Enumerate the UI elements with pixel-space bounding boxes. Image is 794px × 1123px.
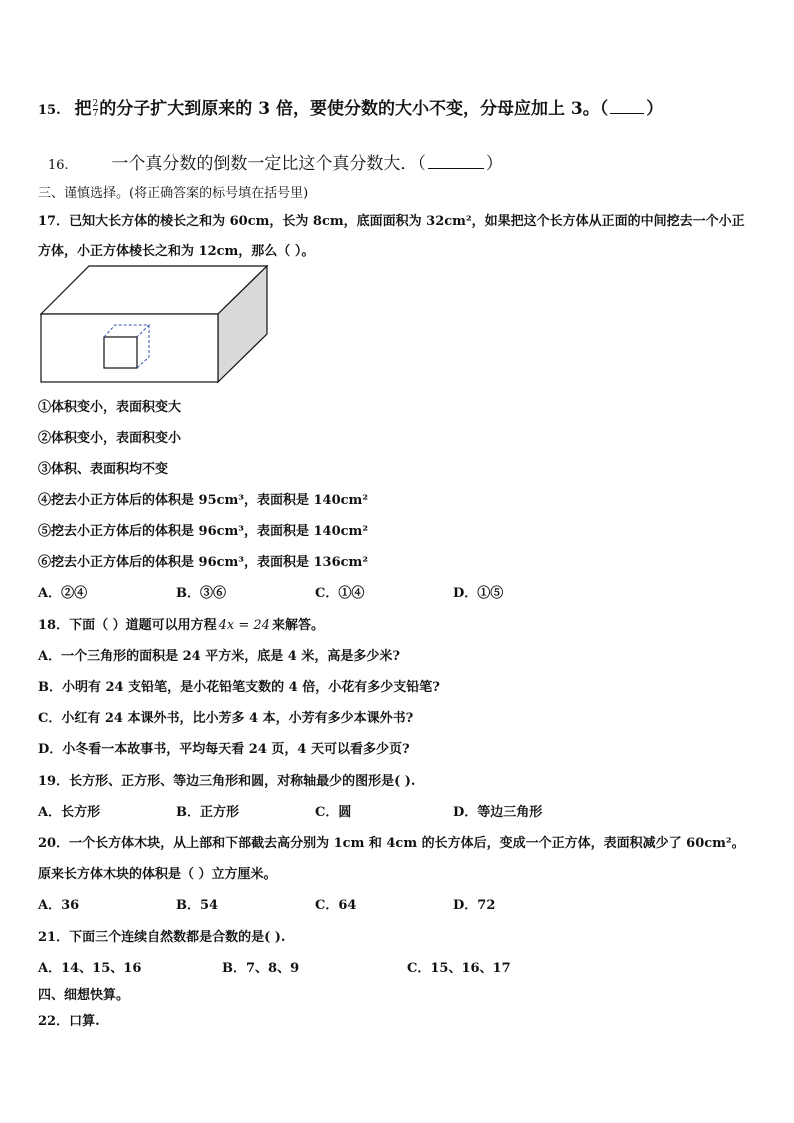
question-17-line2: 方体，小正方体棱长之和为 12cm，那么（ ）。 (38, 244, 315, 259)
choice-d[interactable]: D．等边三角形 (453, 805, 543, 820)
option-b[interactable]: B．小明有 24 支铅笔，是小花铅笔支数的 4 倍，小花有多少支铅笔? (38, 680, 440, 695)
answer-blank[interactable] (428, 154, 484, 169)
equation: 4x = 24 (218, 618, 270, 633)
question-19: 19．长方形、正方形、等边三角形和圆，对称轴最少的图形是( ). (38, 774, 416, 789)
choice-d[interactable]: D．①⑤ (453, 586, 504, 601)
cuboid-diagram (38, 262, 278, 387)
statement-1: ①体积变小，表面积变大 (38, 400, 182, 415)
option-c[interactable]: C．小红有 24 本课外书，比小芳多 4 本，小芳有多少本课外书? (38, 711, 414, 726)
choice-d[interactable]: D．72 (453, 898, 496, 913)
choice-c[interactable]: C．15、16、17 (407, 961, 511, 976)
fraction: $\frac{2}{7}$ (92, 99, 99, 119)
choice-c[interactable]: C．①④ (315, 586, 365, 601)
question-20-line1: 20．一个长方体木块，从上部和下部截去高分别为 1cm 和 4cm 的长方体后，变成一个正方体，表面积减少了 60cm²。 (38, 836, 745, 851)
choice-c[interactable]: C．64 (315, 898, 357, 913)
statement-5: ⑤挖去小正方体后的体积是 96cm³，表面积是 140cm² (38, 524, 369, 539)
question-number: 15. (38, 103, 61, 118)
choice-a[interactable]: A．②④ (38, 586, 88, 601)
section-heading: 四、细想快算。 (38, 988, 130, 1003)
statement-4: ④挖去小正方体后的体积是 95cm³，表面积是 140cm² (38, 493, 369, 508)
question-21: 21．下面三个连续自然数都是合数的是( ). (38, 930, 286, 945)
choice-a[interactable]: A．36 (38, 898, 80, 913)
question-18: 18．下面（ ）道题可以用方程 4x = 24 来解答。 (38, 618, 324, 633)
question-15: 15. 把 $\frac{2}{7}$ 的分子扩大到原来的 3 倍，要使分数的大小不变，分母应加上 3。（ ） (38, 99, 664, 119)
choice-b[interactable]: B．7、8、9 (222, 961, 300, 976)
choice-b[interactable]: B．③⑥ (176, 586, 226, 601)
question-20-line2: 原来长方体木块的体积是（ ）立方厘米。 (38, 867, 277, 882)
choice-a[interactable]: A．14、15、16 (38, 961, 142, 976)
question-number: 16. (48, 158, 69, 173)
statement-6: ⑥挖去小正方体后的体积是 96cm³，表面积是 136cm² (38, 555, 369, 570)
section-heading: 三、谨慎选择。(将正确答案的标号填在括号里) (38, 186, 309, 201)
question-22: 22．口算. (38, 1014, 100, 1029)
option-a[interactable]: A．一个三角形的面积是 24 平方米，底是 4 米，高是多少米? (38, 649, 400, 664)
choice-b[interactable]: B．正方形 (176, 805, 239, 820)
question-17-line1: 17．已知大长方体的棱长之和为 60cm，长为 8cm，底面面积为 32cm²，如果把这个长方体从正面的中间挖去一个小正 (38, 214, 745, 229)
question-16: 16. 一个真分数的倒数一定比这个真分数大．（ ） (48, 154, 503, 174)
answer-blank[interactable] (610, 99, 644, 114)
choice-b[interactable]: B．54 (176, 898, 219, 913)
choice-a[interactable]: A．长方形 (38, 805, 101, 820)
option-d[interactable]: D．小冬看一本故事书，平均每天看 24 页，4 天可以看多少页? (38, 742, 410, 757)
statement-3: ③体积、表面积均不变 (38, 462, 169, 477)
choice-c[interactable]: C．圆 (315, 805, 352, 820)
statement-2: ②体积变小，表面积变小 (38, 431, 182, 446)
